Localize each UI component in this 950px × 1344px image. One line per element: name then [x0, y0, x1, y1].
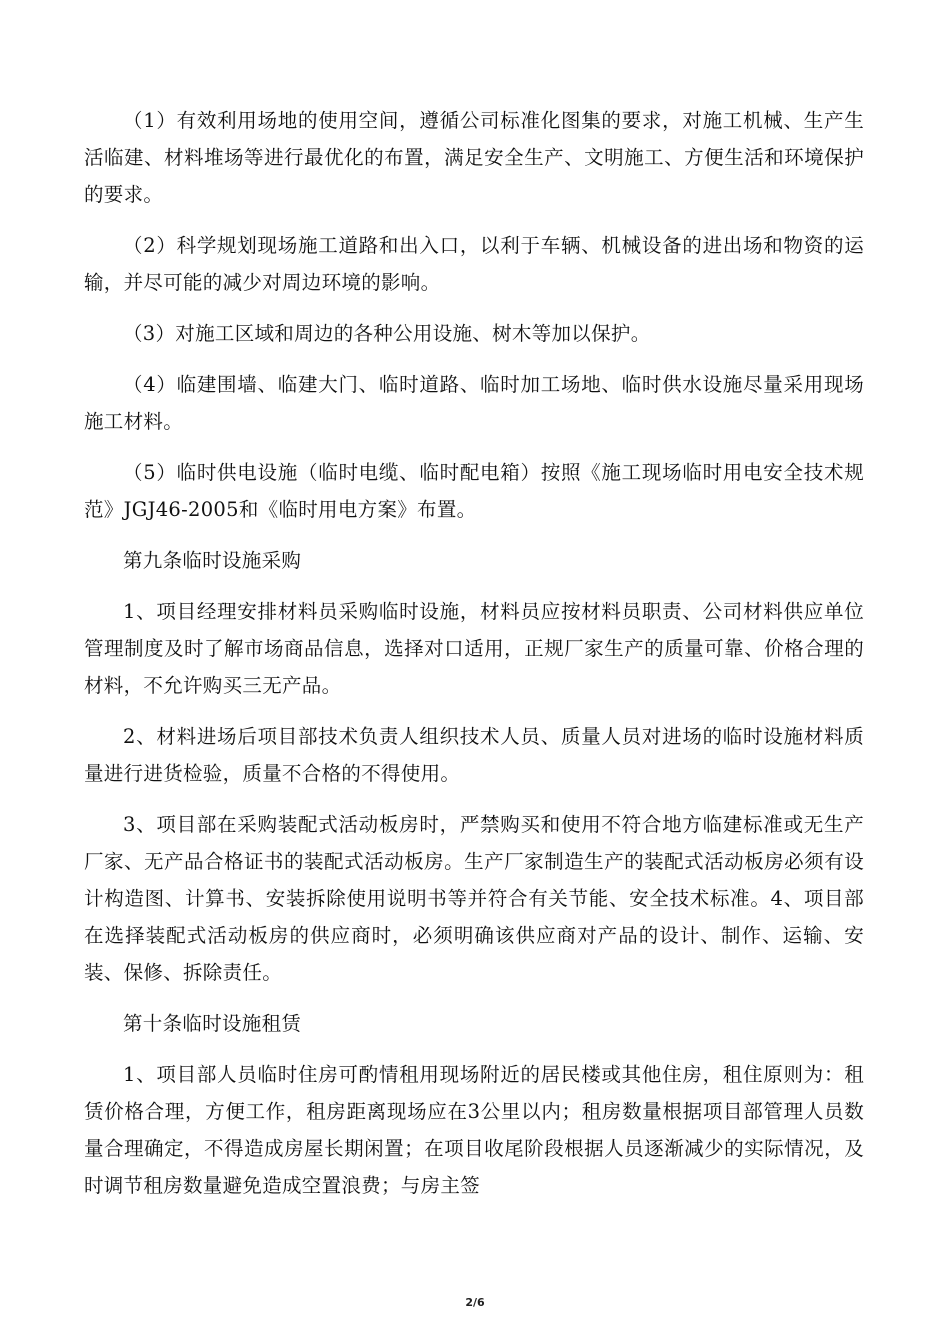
paragraph-layout-principle-5: （5）临时供电设施（临时电缆、临时配电箱）按照《施工现场临时用电安全技术规范》JGJ46-2005和《临时用电方案》布置。: [84, 461, 864, 521]
section-heading-article-9: 第九条临时设施采购: [123, 549, 302, 572]
paragraph-layout-principle-1: （1）有效利用场地的使用空间，遵循公司标准化图集的要求，对施工机械、生产生活临建、材料堆场等进行最优化的布置，满足安全生产、文明施工、方便生活和环境保护的要求。: [84, 109, 864, 206]
paragraph-layout-principle-4: （4）临建围墙、临建大门、临时道路、临时加工场地、临时供水设施尽量采用现场施工材料。: [84, 373, 864, 433]
paragraph-layout-principle-3: （3）对施工区域和周边的各种公用设施、树木等加以保护。: [123, 322, 651, 345]
paragraph-procurement-3-4: 3、项目部在采购装配式活动板房时，严禁购买和使用不符合地方临建标准或无生产厂家、无产品合格证书的装配式活动板房。生产厂家制造生产的装配式活动板房必须有设计构造图、计算书、安装拆除使用说明书等并符合有关节能、安全技术标准。4、项目部在选择装配式活动板房的供应商时，必须明确该供应商对产品的设计、制作、运输、安装、保修、拆除责任。: [84, 813, 864, 984]
document-body: [84, 102, 864, 1218]
paragraph-procurement-1: 1、项目经理安排材料员采购临时设施，材料员应按材料员职责、公司材料供应单位管理制度及时了解市场商品信息，选择对口适用，正规厂家生产的质量可靠、价格合理的材料，不允许购买三无产品。: [84, 600, 864, 697]
section-heading-article-10: 第十条临时设施租赁: [123, 1012, 302, 1035]
paragraph-leasing-1: 1、项目部人员临时住房可酌情租用现场附近的居民楼或其他住房，租住原则为：租赁价格合理，方便工作，租房距离现场应在3公里以内；租房数量根据项目部管理人员数量合理确定，不得造成房屋长期闲置；在项目收尾阶段根据人员逐渐减少的实际情况，及时调节租房数量避免造成空置浪费；与房主签: [84, 1063, 864, 1197]
paragraph-layout-principle-2: （2）科学规划现场施工道路和出入口，以利于车辆、机械设备的进出场和物资的运输，并尽可能的减少对周边环境的影响。: [84, 234, 864, 294]
paragraph-procurement-2: 2、材料进场后项目部技术负责人组织技术人员、质量人员对进场的临时设施材料质量进行进货检验，质量不合格的不得使用。: [84, 725, 864, 785]
page-number: 2/6: [465, 1296, 485, 1309]
